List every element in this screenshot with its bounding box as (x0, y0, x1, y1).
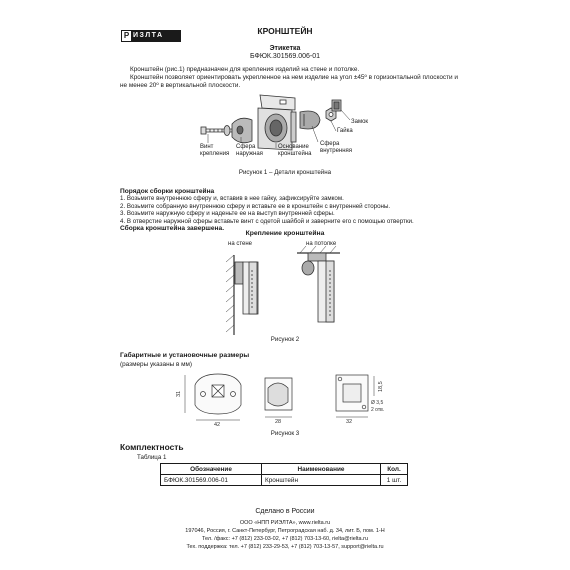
made-in: Сделано в России (255, 508, 315, 515)
footer-support: Тех. поддержка: тел. +7 (812) 233-29-53, +7 (812) 703-13-57, support@rielta.ru (186, 544, 384, 550)
figure-1-caption: Рисунок 1 – Детали кронштейна (238, 169, 332, 176)
label-outer-sphere: Сфера наружная (236, 144, 263, 157)
back-view-drawing (336, 375, 374, 417)
footer-company: ООО «НПП РИЭЛТА», www.rielta.ru (239, 520, 331, 526)
wall-mount-drawing (226, 255, 258, 335)
logo-mark: Р (123, 31, 130, 40)
completeness-title: Комплектность (120, 442, 184, 452)
dim-width-right: 32 (346, 419, 353, 425)
ceiling-mount-drawing (297, 246, 340, 322)
dim-width-left: 42 (214, 422, 221, 428)
label-heading: Этикетка (269, 45, 301, 52)
assembly-step: 3. Возьмите наружную сферу и наденьте ее на выступ внутренней сферы. (120, 210, 335, 218)
column-header: Наименование (262, 464, 381, 475)
label-nut: Гайка (337, 128, 353, 134)
column-header: Кол. (381, 464, 408, 475)
figure-3-caption: Рисунок 3 (270, 430, 300, 437)
table-label: Таблица 1 (137, 454, 167, 461)
figure-2-caption: Рисунок 2 (270, 336, 300, 343)
footer-phone: Тел. /факс: +7 (812) 233-03-02, +7 (812) 703-13-60, rielta@rielta.ru (201, 536, 369, 542)
intro-paragraph-1: Кронштейн (рис.1) предназначен для крепления изделий на стене и потолке. (130, 66, 360, 73)
dim-holes-count: 2 отв. (371, 407, 385, 413)
assembly-done: Сборка кронштейна завершена. (120, 225, 225, 233)
lock-drawing (332, 100, 341, 111)
footer-address: 197046, Россия, г. Санкт-Петербург, Петроградская наб. д. 34, лит. Б, пом. 1-Н (185, 528, 385, 534)
doc-code: БФЮК.301569.006-01 (249, 53, 321, 60)
label-screw: Винт крепления (200, 144, 230, 157)
page-title: КРОНШТЕЙН (257, 26, 313, 36)
dim-width-mid: 28 (275, 419, 282, 425)
front-view-drawing (185, 374, 241, 420)
assembly-step: 2. Возьмите собранную внутреннюю сферу и вставьте ее в кронштейн с внутренней стороны. (120, 202, 391, 210)
table-row (161, 475, 408, 486)
outer-sphere-drawing (232, 118, 252, 143)
assembly-step: 1. Возьмите внутреннюю сферу и, вставив в нее гайку, зафиксируйте замком. (120, 195, 344, 203)
figure-2-title: Крепление кронштейна (245, 230, 325, 237)
figure-2-drawing (226, 246, 340, 335)
label-on-wall: на стене (228, 241, 252, 247)
bracket-base-drawing (258, 95, 296, 150)
label-inner-sphere: Сфера внутренняя (320, 141, 353, 154)
label-lock: Замок (351, 119, 369, 125)
label-base: Основание кронштейна (278, 144, 312, 157)
table-cell: Кронштейн (262, 475, 381, 486)
logo-text: ИЗЛТА (133, 32, 164, 39)
figure-3-subtitle: (размеры указаны в мм) (120, 361, 193, 368)
column-header: Обозначение (161, 464, 262, 475)
table-cell: БФЮК.301569.006-01 (161, 475, 262, 486)
completeness-table (160, 463, 408, 486)
dim-hole: Ø 3,5 (371, 400, 384, 406)
dim-height-right: 18,5 (378, 381, 384, 392)
assembly-section (120, 188, 465, 232)
assembly-title: Порядок сборки кронштейна (120, 188, 215, 195)
assembly-step: 4. В отверстие наружной сферы вставьте винт с одетой шайбой и заверните его с помощью отвертки. (120, 217, 414, 225)
inner-sphere-drawing (300, 111, 320, 129)
label-on-ceiling: на потолке (306, 241, 337, 247)
side-view-drawing (265, 378, 292, 417)
table-header-row (161, 464, 408, 475)
table-cell: 1 шт. (381, 475, 408, 486)
screw-drawing (201, 126, 232, 136)
intro-paragraph-2: Кронштейн позволяет ориентировать укрепленное на нем изделие на угол ±45º в горизонтальной плоскости и не менее 20º в вертикальной плоскости. (120, 74, 458, 90)
figure-3-drawing (185, 374, 374, 420)
figure-3-title: Габаритные и установочные размеры (120, 352, 250, 359)
dim-height-left: 31 (176, 390, 182, 397)
